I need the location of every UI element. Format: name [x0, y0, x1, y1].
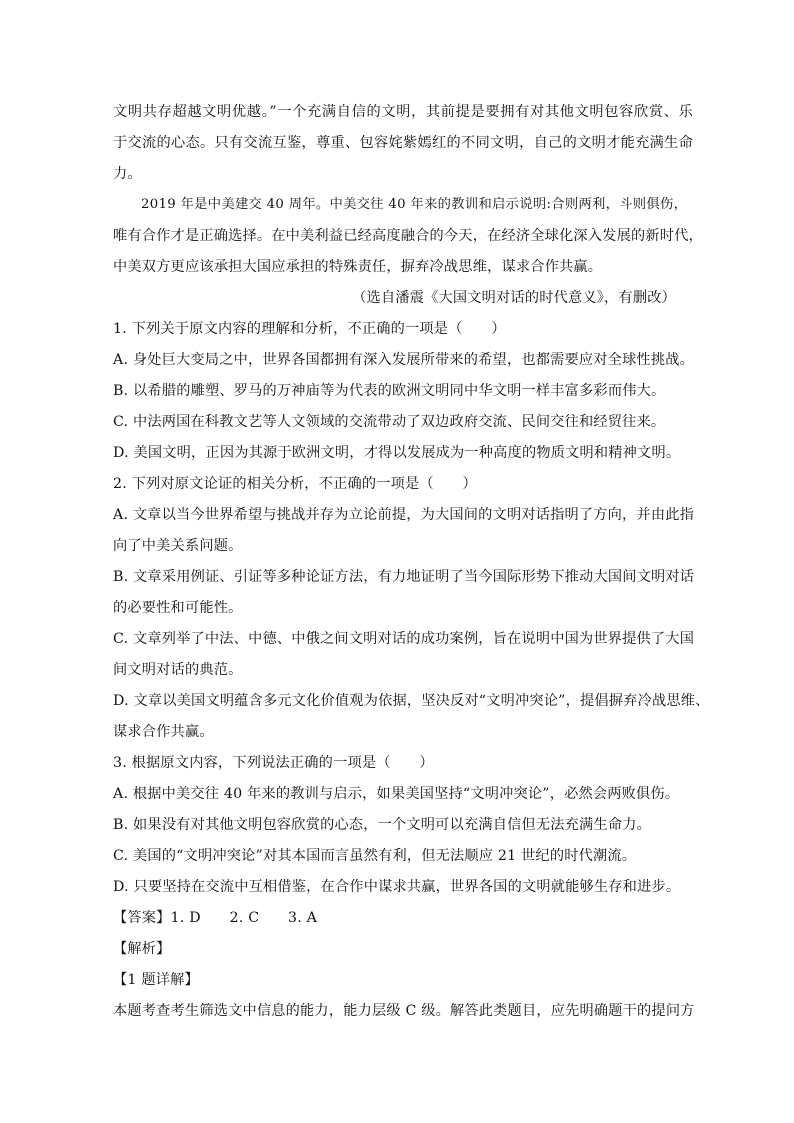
option-d: D. 文章以美国文明蕴含多元文化价值观为依据，坚决反对“文明冲突论”，提倡摒弃冷战思维、	[113, 693, 710, 709]
option-a-continued: 向了中美关系问题。	[113, 538, 243, 554]
option-d-continued: 谋求合作共赢。	[113, 724, 214, 740]
body-paragraph-line: 力。	[113, 166, 142, 182]
option-b-continued: 的必要性和可能性。	[113, 600, 243, 616]
body-paragraph-line: 2019 年是中美建交 40 周年。中美交往 40 年来的教训和启示说明:合则两利，斗则俱伤，	[141, 197, 688, 212]
question-stem: 1. 下列关于原文内容的理解和分析，不正确的一项是（ ）	[113, 321, 506, 337]
option-b: B. 如果没有对其他文明包容欣赏的心态，一个文明可以充满自信但无法充满生命力。	[113, 817, 651, 833]
option-c: C. 中法两国在科教文艺等人文领域的交流带动了双边政府交流、民间交往和经贸往来。	[113, 414, 666, 430]
source-citation: （选自潘震《大国文明对话的时代意义》，有删改）	[352, 290, 676, 306]
answer-line: 【答案】1. D 2. C 3. A	[113, 910, 318, 926]
option-b: B. 文章采用例证、引证等多种论证方法，有力地证明了当今国际形势下推动大国间文明对话	[113, 569, 695, 585]
body-paragraph-line: 中美双方更应该承担大国应承担的特殊责任，摒弃冷战思维，谋求合作共赢。	[113, 259, 603, 275]
question-stem: 2. 下列对原文论证的相关分析，不正确的一项是（ ）	[113, 476, 477, 492]
explanation-line: 本题考查考生筛选文中信息的能力，能力层级 C 级。解答此类题目，应先明确题干的提问方	[113, 1003, 695, 1019]
option-c-continued: 间文明对话的典范。	[113, 662, 243, 678]
option-a: A. 根据中美交往 40 年来的教训与启示，如果美国坚持“文明冲突论”，必然会两败俱伤。	[113, 786, 680, 802]
option-d: D. 只要坚持在交流中互相借鉴，在合作中谋求共赢，世界各国的文明就能够生存和进步。	[113, 879, 681, 895]
body-paragraph-line: 文明共存超越文明优越。”一个充满自信的文明，其前提是要拥有对其他文明包容欣赏、乐	[113, 104, 693, 120]
body-paragraph-line: 唯有合作才是正确选择。在中美利益已经高度融合的今天，在经济全球化深入发展的新时代，	[113, 228, 703, 244]
option-b: B. 以希腊的雕塑、罗马的万神庙等为代表的欧洲文明同中华文明一样丰富多彩而伟大。	[113, 383, 666, 399]
option-d: D. 美国文明，正因为其源于欧洲文明，才得以发展成为一种高度的物质文明和精神文明。	[113, 445, 681, 461]
option-c: C. 文章列举了中法、中德、中俄之间文明对话的成功案例，旨在说明中国为世界提供了大国	[113, 631, 695, 647]
analysis-heading: 【解析】	[113, 941, 171, 957]
option-a: A. 文章以当今世界希望与挑战并存为立论前提，为大国间的文明对话指明了方向，并由此指	[113, 507, 694, 523]
question-1-detail-heading: 【1 题详解】	[113, 972, 199, 988]
option-a: A. 身处巨大变局之中，世界各国都拥有深入发展所带来的希望，也都需要应对全球性挑战。	[113, 352, 694, 368]
option-c: C. 美国的“文明冲突论”对其本国而言虽然有利，但无法顺应 21 世纪的时代潮流。	[113, 848, 637, 864]
body-paragraph-line: 于交流的心态。只有交流互鉴，尊重、包容姹紫嫣红的不同文明，自己的文明才能充满生命	[113, 135, 693, 151]
question-stem: 3. 根据原文内容，下列说法正确的一项是（ ）	[113, 755, 434, 771]
